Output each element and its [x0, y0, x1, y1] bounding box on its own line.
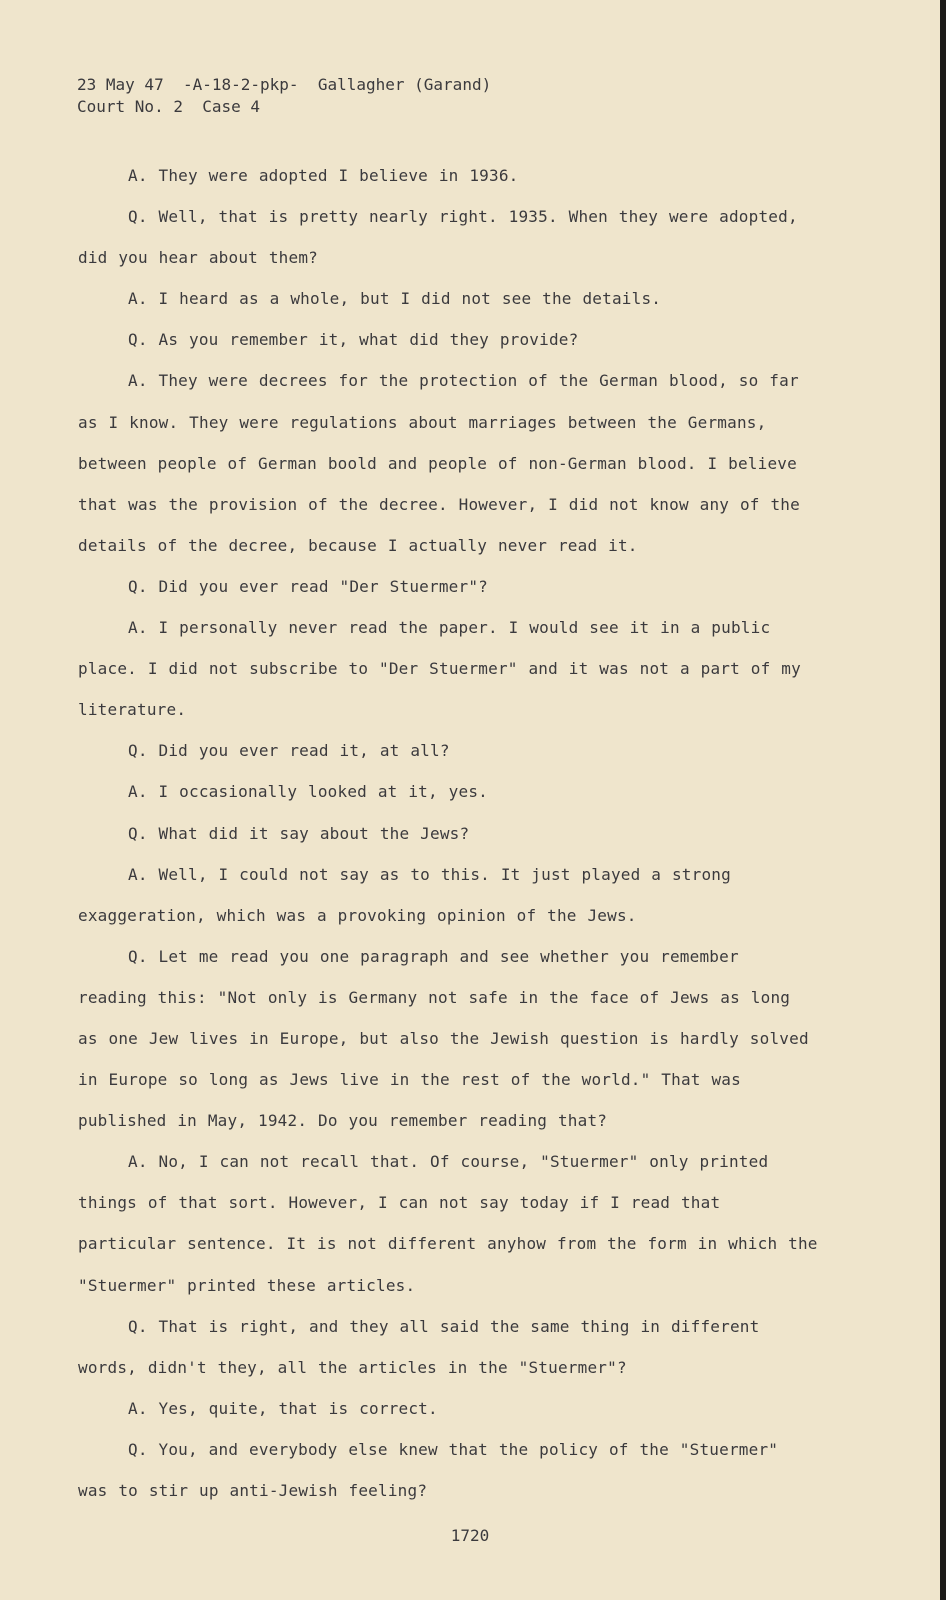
transcript-paragraph: A. They were adopted I believe in 1936.	[128, 166, 519, 185]
transcript-paragraph: Q. Well, that is pretty nearly right. 1935. When they were adopted, did you hear about them?	[78, 207, 798, 268]
transcript-paragraph: Q. Let me read you one paragraph and see whether you remember reading this: "Not only is Germany not safe in the face of Jews as long as one Jew lives in Europe, but also the Jewish question is hardly solved in Europe so long as Jews live in the rest of the world." That was published in May, 1942. Do you remember reading that?	[78, 946, 809, 1131]
transcript-paragraph: A. I heard as a whole, but I did not see the details.	[128, 289, 662, 309]
transcript-paragraph: A. I occasionally looked at it, yes.	[128, 782, 488, 802]
transcript-paragraph: A. I personally never read the paper. I would see it in a public place. I did not subscribe to "Der Stuermer" and it was not a part of my literature.	[78, 618, 801, 720]
document-header	[77, 74, 491, 118]
transcript-paragraph: Q. What did it say about the Jews?	[128, 823, 470, 843]
header-court-line: Court No. 2 Case 4	[77, 97, 261, 116]
transcript-paragraph: Q. Did you ever read it, at all?	[128, 741, 450, 761]
transcript-paragraph: Q. That is right, and they all said the same thing in different words, didn't they, all the articles in the "Stuermer"?	[78, 1316, 760, 1377]
transcript-paragraph: A. No, I can not recall that. Of course, "Stuermer" only printed things of that sort. However, I can not say today if I read that particular sentence. It is not different anyhow from the form in which the "Stuermer" printed these articles.	[78, 1152, 818, 1295]
transcript-paragraph: Q. You, and everybody else knew that the policy of the "Stuermer" was to stir up anti-Jewish feeling?	[78, 1439, 779, 1500]
page-number: 1720	[450, 1526, 490, 1545]
transcript-paragraph: A. They were decrees for the protection of the German blood, so far as I know. They were regulations about marriages between the Germans, between people of German boold and people of non-German blood. I believe that was the provision of the decree. However, I did not know any of the details of the decree, because I actually never read it.	[78, 371, 800, 555]
header-session-line: 23 May 47 -A-18-2-pkp- Gallagher (Garand)	[77, 75, 492, 94]
transcript-paragraph: Q. As you remember it, what did they provide?	[128, 330, 579, 350]
transcript-paragraph: A. Well, I could not say as to this. It just played a strong exaggeration, which was a provoking opinion of the Jews.	[78, 864, 731, 925]
transcript-paragraph: Q. Did you ever read "Der Stuermer"?	[128, 576, 488, 596]
transcript-paragraph: A. Yes, quite, that is correct.	[128, 1398, 438, 1418]
transcript-body	[78, 155, 818, 1511]
